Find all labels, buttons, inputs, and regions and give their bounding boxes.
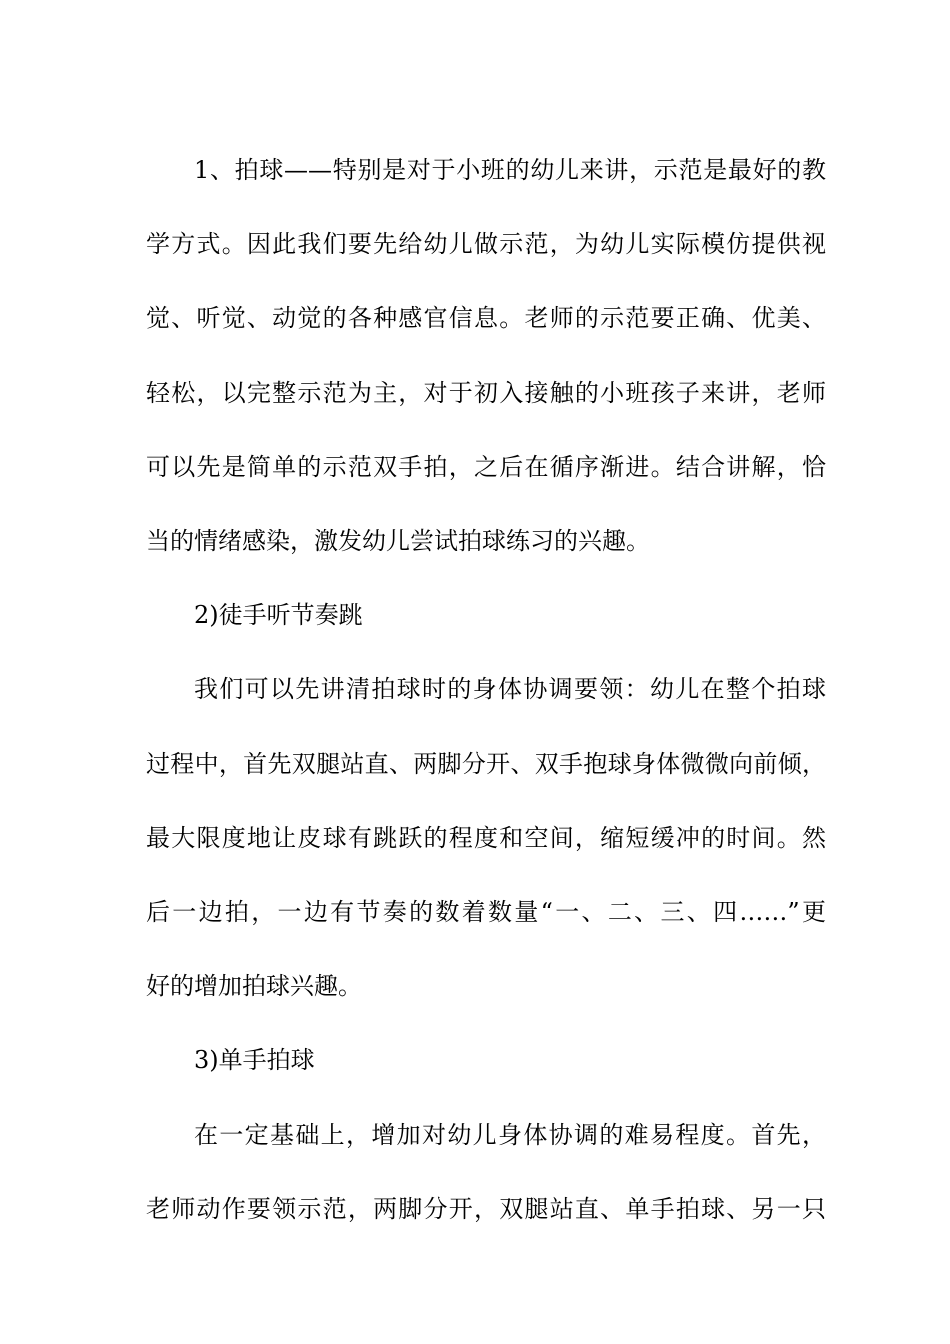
text-line: 可以先是简单的示范双手拍，之后在循序渐进。结合讲解，恰 (146, 452, 826, 481)
section-heading-2 (146, 578, 826, 652)
text-line: 觉、听觉、动觉的各种感官信息。老师的示范要正确、优美、 (146, 304, 826, 333)
heading-line: 3)单手拍球 (194, 1046, 315, 1075)
text-line: 最大限度地让皮球有跳跃的程度和空间，缩短缓冲的时间。然 (146, 823, 826, 852)
text-line: 当的情绪感染，激发幼儿尝试拍球练习的兴趣。 (146, 527, 650, 556)
text-line: 学方式。因此我们要先给幼儿做示范，为幼儿实际模仿提供视 (146, 230, 826, 259)
paragraph-3 (146, 1098, 826, 1246)
text-line: 在一定基础上，增加对幼儿身体协调的难易程度。首先， (194, 1120, 826, 1149)
paragraph-1 (146, 133, 826, 578)
heading-line: 2)徒手听节奏跳 (194, 601, 363, 630)
text-line: 我们可以先讲清拍球时的身体协调要领：幼儿在整个拍球 (194, 675, 826, 704)
text-line: 轻松，以完整示范为主，对于初入接触的小班孩子来讲，老师 (146, 378, 826, 407)
paragraph-2 (146, 652, 826, 1023)
text-line: 好的增加拍球兴趣。 (146, 972, 362, 1001)
section-heading-3 (146, 1023, 826, 1097)
document-body (146, 133, 826, 1246)
text-line: 过程中，首先双腿站直、两脚分开、双手抱球身体微微向前倾， (146, 749, 826, 778)
text-line: 后一边拍，一边有节奏的数着数量“一、二、三、四……”更 (146, 898, 826, 927)
text-line: 老师动作要领示范，两脚分开，双腿站直、单手拍球、另一只 (146, 1194, 826, 1223)
text-line: 1、拍球——特别是对于小班的幼儿来讲，示范是最好的教 (194, 156, 826, 184)
